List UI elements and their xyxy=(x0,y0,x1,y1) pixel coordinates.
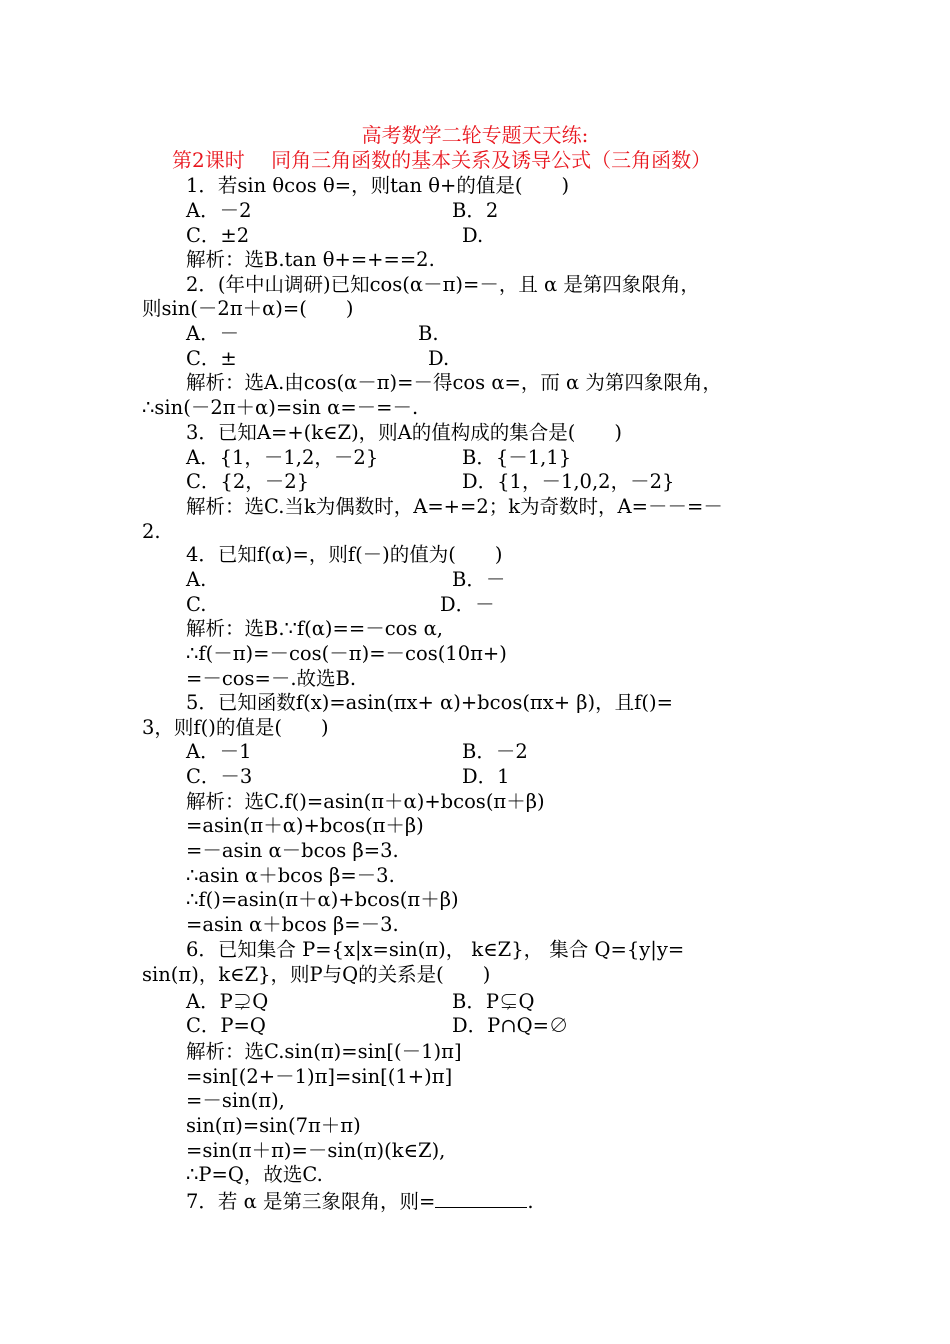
q6-solution-6: ∴P=Q，故选C. xyxy=(186,1163,323,1186)
q1-option-a: A．－2 xyxy=(186,199,252,222)
q5-stem-cont: 3，则f()的值是( ) xyxy=(142,716,329,739)
q5-solution-6: =asin α＋bcos β=－3. xyxy=(186,913,399,936)
q3-option-a: A．{1，－1,2，－2} xyxy=(186,446,379,469)
q4-option-b: B．－ xyxy=(452,568,506,591)
q2-option-b: B. xyxy=(418,322,439,345)
q5-option-b: B．－2 xyxy=(462,740,528,763)
q2-solution-cont: ∴sin(－2π＋α)=sin α=－=－. xyxy=(142,396,419,419)
q4-option-d: D．－ xyxy=(440,593,495,616)
q7-stem xyxy=(186,1189,534,1214)
q1-option-c: C．±2 xyxy=(186,224,250,247)
document-subtitle: 第2课时 同角三角函数的基本关系及诱导公式（三角函数） xyxy=(172,148,712,172)
q2-solution: 解析：选A.由cos(α－π)=－得cos α=，而 α 为第四象限角， xyxy=(186,371,722,394)
q1-option-b: B．2 xyxy=(452,199,499,222)
q6-solution-2: =sin[(2+－1)π]=sin[(1+)π] xyxy=(186,1065,453,1088)
q7-stem-text: 7．若 α 是第三象限角，则= xyxy=(186,1190,436,1213)
q2-option-d: D. xyxy=(428,347,450,370)
q1-stem: 1．若sin θcos θ=，则tan θ+的值是( ) xyxy=(186,174,570,197)
q5-solution-2: =asin(π＋α)+bcos(π＋β) xyxy=(186,814,424,837)
q6-solution-4: sin(π)=sin(7π＋π) xyxy=(186,1114,361,1137)
q3-solution: 解析：选C.当k为偶数时，A=+=2；k为奇数时，A=－－=－ xyxy=(186,495,723,518)
q3-solution-cont: 2. xyxy=(142,520,161,543)
q4-solution: 解析：选B.∵f(α)==－cos α, xyxy=(186,617,443,640)
q6-option-a: A．P⊋Q xyxy=(186,990,269,1013)
q6-option-b: B．P⊊Q xyxy=(452,990,535,1013)
q2-option-c: C．± xyxy=(186,347,237,370)
q5-option-a: A．－1 xyxy=(186,740,252,763)
q7-answer-blank xyxy=(435,1189,527,1208)
q4-option-a: A. xyxy=(186,568,207,591)
q3-option-c: C．{2，－2} xyxy=(186,470,310,493)
q4-solution-3: =－cos=－.故选B. xyxy=(186,667,357,690)
q4-solution-2: ∴f(－π)=－cos(－π)=－cos(10π+) xyxy=(186,642,507,665)
q5-solution-4: ∴asin α＋bcos β=－3. xyxy=(186,864,395,887)
q5-option-c: C．－3 xyxy=(186,765,253,788)
q4-stem: 4．已知f(α)=，则f(－)的值为( ) xyxy=(186,543,503,566)
q5-solution: 解析：选C.f()=asin(π＋α)+bcos(π＋β) xyxy=(186,790,545,813)
q2-stem-cont: 则sin(－2π＋α)=( ) xyxy=(142,297,354,320)
document-title: 高考数学二轮专题天天练: xyxy=(361,123,589,147)
q3-option-d: D．{1，－1,0,2，－2} xyxy=(462,470,675,493)
q6-option-c: C．P=Q xyxy=(186,1014,266,1037)
q6-option-d: D．P∩Q=∅ xyxy=(452,1014,569,1037)
q3-stem: 3．已知A=+(k∈Z)，则A的值构成的集合是( ) xyxy=(186,421,622,444)
q2-stem: 2．(年中山调研)已知cos(α－π)=－，且 α 是第四象限角， xyxy=(186,273,700,296)
q6-stem-cont: sin(π)，k∈Z}，则P与Q的关系是( ) xyxy=(142,963,491,986)
q5-solution-3: =－asin α－bcos β=3. xyxy=(186,839,399,862)
q3-option-b: B．{－1,1} xyxy=(462,446,572,469)
q2-option-a: A．－ xyxy=(186,322,240,345)
q6-solution: 解析：选C.sin(π)=sin[(－1)π] xyxy=(186,1040,462,1063)
q6-solution-5: =sin(π＋π)=－sin(π)(k∈Z), xyxy=(186,1139,446,1162)
q4-option-c: C. xyxy=(186,593,207,616)
q1-solution: 解析：选B.tan θ+=+==2. xyxy=(186,248,435,271)
q6-solution-3: =－sin(π), xyxy=(186,1089,285,1112)
q6-stem: 6．已知集合 P={x|x=sin(π)， k∈Z}， 集合 Q={y|y= xyxy=(186,938,685,961)
q5-option-d: D．1 xyxy=(462,765,510,788)
q1-option-d: D. xyxy=(462,224,484,247)
q7-period: . xyxy=(527,1190,534,1213)
q5-stem: 5．已知函数f(x)=asin(πx+ α)+bcos(πx+ β)，且f()= xyxy=(186,691,673,714)
q5-solution-5: ∴f()=asin(π＋α)+bcos(π＋β) xyxy=(186,888,459,911)
